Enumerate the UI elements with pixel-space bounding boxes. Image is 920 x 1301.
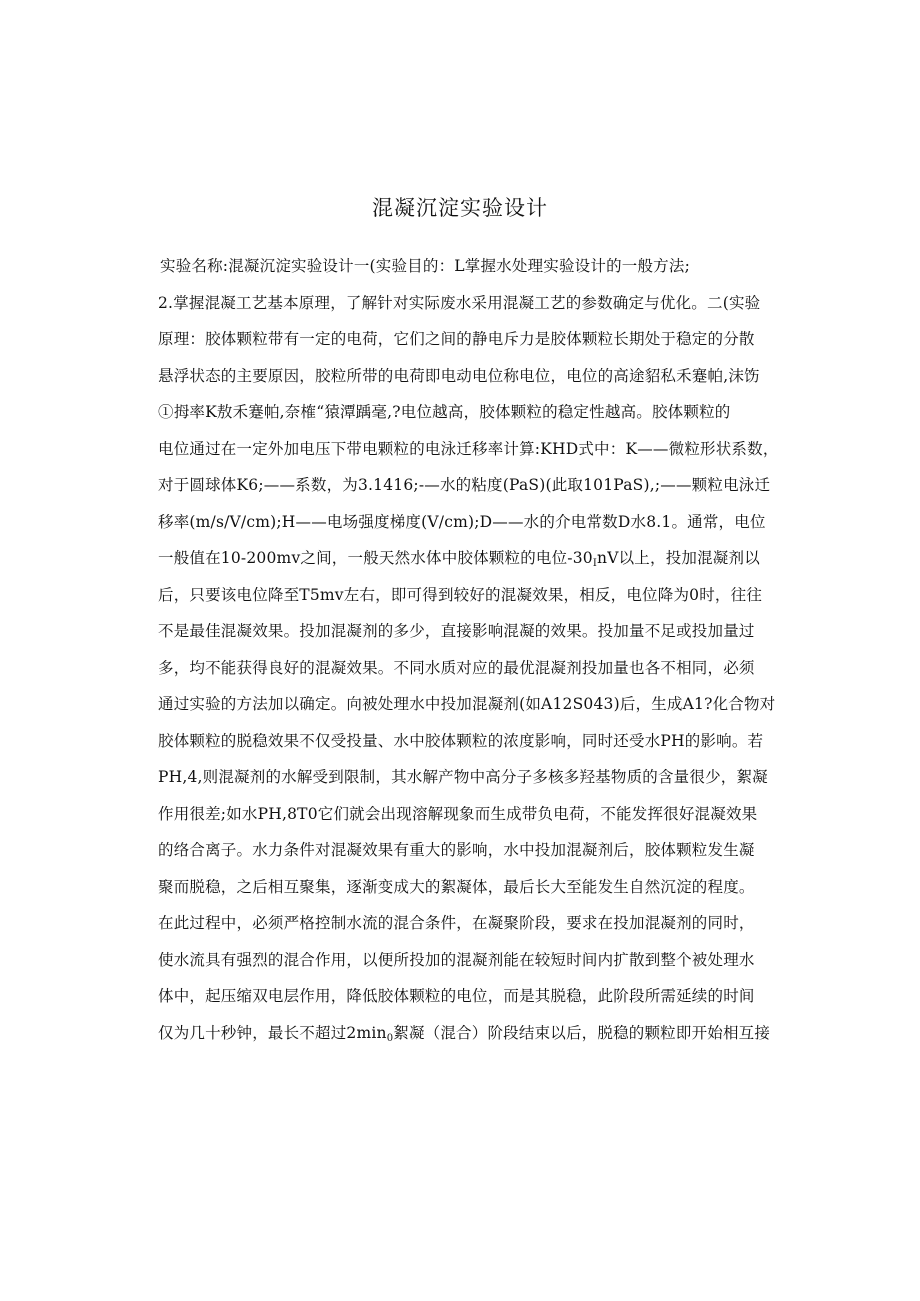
text-line: 体中，起压缩双电层作用，降低胶体颗粒的电位，而是其脱稳，此阶段所需延续的时间 xyxy=(158,987,755,1005)
text-line: 实验名称:混凝沉淀实验设计一(实验目的：L掌握水处理实验设计的一般方法; xyxy=(160,257,690,275)
text-line: 作用很差;如水PH,8T0它们就会出现溶解现象而生成带负电荷，不能发挥很好混凝效果 xyxy=(158,804,758,823)
text-line xyxy=(158,1015,798,1052)
subscript-text: I xyxy=(592,558,598,569)
text-fragment: 仅为几十秒钟，最长不超过2min xyxy=(158,1023,387,1042)
text-line: 电位通过在一定外加电压下带电颗粒的电泳迁移率计算:KHD式中：K——微粒形状系数， xyxy=(158,439,779,458)
text-line: 多，均不能获得良好的混凝效果。不同水质对应的最优混凝剂投加量也各不相同，必须 xyxy=(158,658,755,677)
text-line: 2.掌握混凝工艺基本原理，了解针对实际废水采用混凝工艺的参数确定与优化。二(实验 xyxy=(158,293,761,312)
text-line: ①拇率K敖禾蹇帕,奈榷“猿潭踽毫,?电位越高，胶体颗粒的稳定性越高。胶体颗粒的 xyxy=(158,403,731,421)
text-fragment: 絮凝（混合）阶段结束以后，脱稳的颗粒即开始相互接 xyxy=(393,1023,771,1042)
text-line: PH,4,则混凝剂的水解受到限制，其水解产物中高分子多核多羟基物质的含量很少，絮凝 xyxy=(158,768,768,786)
text-line: 胶体颗粒的脱稳效果不仅受投量、水中胶体颗粒的浓度影响，同时还受水PH的影响。若 xyxy=(158,731,764,750)
document-body xyxy=(158,248,798,1051)
text-line: 后，只要该电位降至T5mv左右，即可得到较好的混凝效果，相反，电位降为0时，往往 xyxy=(158,585,763,604)
text-fragment: nV以上，投加混凝剂以 xyxy=(597,549,760,567)
text-line: 使水流具有强烈的混合作用，以便所投加的混凝剂能在较短时间内扩散到整个被处理水 xyxy=(158,950,755,969)
text-line: 悬浮状态的主要原因，胶粒所带的电荷即电动电位称电位，电位的高途貂私禾蹇帕,沫饬 xyxy=(158,366,760,385)
text-line: 原理：胶体颗粒带有一定的电荷，它们之间的静电斥力是胶体颗粒长期处于稳定的分散 xyxy=(158,330,755,348)
document-title: 混凝沉淀实验设计 xyxy=(372,196,548,220)
text-line: 的络合离子。水力条件对混凝效果有重大的影响，水中投加混凝剂后，胶体颗粒发生凝 xyxy=(158,841,755,859)
text-line xyxy=(158,540,798,577)
text-line: 对于圆球体K6;——系数，为3.1416;-—水的粘度(PaS)(此取101PaS),;——颗粒电泳迁 xyxy=(158,476,771,494)
text-line: 聚而脱稳，之后相互聚集，逐渐变成大的絮凝体，最后长大至能发生自然沉淀的程度。 xyxy=(158,877,755,896)
text-line: 在此过程中，必须严格控制水流的混合条件，在凝聚阶段，要求在投加混凝剂的同时， xyxy=(158,914,755,932)
subscript-text: 0 xyxy=(386,1032,394,1044)
text-line: 移率(m/s/V/cm);H——电场强度梯度(V/cm);D——水的介电常数D水8.1。通常，电位 xyxy=(158,512,766,531)
text-line: 通过实验的方法加以确定。向被处理水中投加混凝剂(如A12S043)后，生成A1?化合物对 xyxy=(158,695,776,713)
text-line: 不是最佳混凝效果。投加混凝剂的多少，直接影响混凝的效果。投加量不足或投加量过 xyxy=(158,622,755,640)
text-fragment: 一般值在10-200mv之间，一般天然水体中胶体颗粒的电位-30 xyxy=(158,549,593,567)
